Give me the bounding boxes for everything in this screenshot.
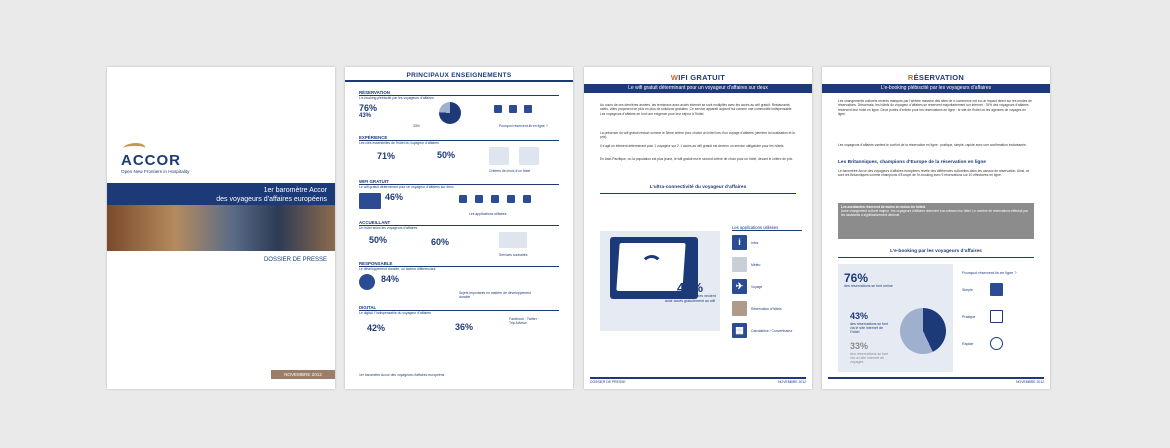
cover-date: NOVEMBRE 2012 (271, 370, 335, 379)
cover-page (107, 67, 335, 389)
accor-logo: ACCOR Open New Frontiers in Hospitality (121, 152, 190, 174)
apps-list: Les applications utilisées i Infos Météo ✈ Voyage Réservation d’hôtels ▦ Calculatrice / Convertisseur (732, 225, 802, 345)
infos-icon (459, 195, 467, 203)
section-accueillant: ACCUEILLANT Un hôtel selon les voyageurs d’affaires 50% 60% Services souhaités (359, 220, 559, 245)
summary-page (345, 67, 573, 389)
hotel-icon (732, 301, 747, 316)
hotel-bed-icon (519, 147, 539, 165)
ebooking-panel: 76% des réservations se font online 43% des réservations se font via le site internet de l’hôtel 33% des réservations se font via un site internet de voyages (838, 264, 953, 372)
page-footer: 1er baromètre Accor des voyageurs d’affaires européens (359, 372, 445, 377)
plane-icon: ✈ (732, 279, 747, 294)
weather-icon (732, 257, 747, 272)
why-online: Pourquoi réservent-ils en ligne ? Simple Pratique Rapide (962, 271, 1038, 357)
page-title: RÉSERVATION (907, 73, 965, 82)
page-title: PRINCIPAUX ENSEIGNEMENTS (406, 72, 512, 79)
note-box: Les assistantes réservent de moins en moins les hôtels Autre changement culturel majeur : les voyageurs d’affaires réservent eux-mêmes leur hôtel. Le nombre de réservations effectué par les assistants a significativement diminué. (838, 203, 1034, 239)
cover-photo (107, 205, 335, 251)
globe-icon (359, 274, 375, 290)
app-item-voyage: ✈ Voyage (732, 279, 802, 294)
hotel-room-icon (489, 147, 509, 165)
section-responsable: RESPONSABLE Le développement durable, un facteur différenciant 84% Sujets importants en matière de développement durable (359, 261, 559, 272)
app-item-meteo: Météo (732, 257, 802, 272)
rapide-icon (524, 105, 532, 113)
booking-pie (900, 308, 946, 354)
section-experience: EXPÉRIENCE Les clés essentielles de l’hôtel du voyageur d’affaires 71% 50% Critères de choix d’un hôtel (359, 135, 559, 161)
section-title: Les Britanniques, champions d’Europe de la réservation en ligne (838, 160, 986, 165)
app-item-reservation: Réservation d’hôtels (732, 301, 802, 316)
laptop-wifi-icon (359, 193, 381, 209)
calculator-icon (523, 195, 531, 203)
calculator-icon: ▦ (732, 323, 747, 338)
phone-icon (990, 283, 1003, 296)
page-title: WIFI GRATUIT (670, 73, 726, 82)
stopwatch-icon (990, 337, 1003, 350)
reservation-icon (507, 195, 515, 203)
page-subtitle: L’e-booking plébiscité par les voyageurs d’affaires (822, 84, 1050, 93)
pratique-icon (509, 105, 517, 113)
cover-title: 1er baromètre Accor des voyageurs d’affaires européens (216, 187, 327, 203)
wifi-page: WIFI GRATUIT Le wifi gratuit déterminant pour un voyageur d’affaires sur deux Au cours de ces dernières années, les terminaux avec accès internet se sont multipliés avec les accès au wifi gratuit. Restaurants, cafés, villes proposent de plus en plus de solutions gratuites. Ce service apparaît aujourd’hui comme une commodité indispensable. Les voyageurs d’affaires en font une exigence pour leur séjour à l’hôtel. La présence du wifi gratuit ressort comme le 3ème critère pour choisir un hôtel lors d’un voyage d’affaires (derrière la localisation et le prix). Il s’agit un élément déterminant pour 1 voyageur sur 2. L’accès au wifi gratuit est devenu un service obligatoire pour les hôtels. En Asie-Pacifique, où la population est plus jeune, le wifi gratuit est le second critère de choix pour un hôtel, devant le critère de prix. L’ultra-connectivité du voyageur d’affaires 46% des voyageurs d’affaires veulent avoir accès gratuitement au wifi Les applications utilisées i Infos Météo ✈ Voyage Réservation d’hôtels ▦ Calculatrice / Convertisseur DOSSIER DE PRESSE NOVEMBRE 2012 (584, 67, 812, 389)
dossier-label: DOSSIER DE PRESSE (263, 257, 327, 263)
section-wifi: WIFI GRATUIT Le wifi gratuit déterminant pour un voyageur d’affaires sur deux 46% Les applications utilisées (359, 179, 559, 190)
wifi-icon (639, 255, 663, 277)
section-reservation: RÉSERVATION L’e-booking plébiscité par les voyageurs d’affaires 76% 43% 33% Pourquoi réservent-ils en ligne ? (359, 90, 559, 120)
mobile-icon (990, 310, 1003, 323)
page-footer: DOSSIER DE PRESSE NOVEMBRE 2012 (590, 380, 806, 384)
wifi-panel: 46% des voyageurs d’affaires veulent avoir accès gratuitement au wifi (600, 231, 720, 331)
section-title-2: L’e-booking par les voyageurs d’affaires (890, 249, 982, 254)
section-digital: DIGITAL Le digital, l’indispensable du voyageur d’affaires 42% 36% Facebook · Twitter · Trip Advisor (359, 305, 559, 333)
info-icon: i (732, 235, 747, 250)
wifi-stat: 46% (676, 280, 704, 295)
voyage-icon (491, 195, 499, 203)
page-footer: NOVEMBRE 2012 (828, 380, 1044, 384)
section-title: L’ultra-connectivité du voyageur d’affaires (649, 185, 747, 190)
reservation-pie (439, 102, 461, 124)
services-icon (499, 232, 527, 248)
simple-icon (494, 105, 502, 113)
app-item-calculator: ▦ Calculatrice / Convertisseur (732, 323, 802, 338)
meteo-icon (475, 195, 483, 203)
app-item-infos: i Infos (732, 235, 802, 250)
reservation-page: RÉSERVATION L’e-booking plébiscité par les voyageurs d’affaires Les changements culturels récents marqués par l’arrivée massive des sites de e-commerce ont eu un impact direct sur les modes de réservations. Désormais, les hôtels du voyageur d’affaires se réservent majoritairement sur internet : 76% des voyageurs d’affaires réservent leur hôtel en ligne. Deux portes d’entrée pour les réservations en ligne : le site de l’hôtel ou les agences de voyages en ligne. Les voyageurs d’affaires vantent le confort de la réservation en ligne : pratique, simple, rapide avec une confirmation instantanée. Les Britanniques, champions d’Europe de la réservation en ligne Le baromètre Accor des voyageurs d’affaires européens révèle des différences culturelles dans les canaux de réservation. Ainsi, ce sont les Britanniques comme champions d’Europe de l’e-booking avec 9 réservations sur 10 effectuées en ligne. Les assistantes réservent de moins en moins les hôtels Autre changement culturel majeur : les voyageurs d’affaires réservent eux-mêmes leur hôtel. Le nombre de réservations effectué par les assistants a significativement diminué. L’e-booking par les voyageurs d’affaires 76% des réservations se font online 43% des réservations se font via le site internet de l’hôtel 33% des réservations se font via un site internet de voyages Pourquoi réservent-ils en ligne ? Simple Pratique Rapide NOVEMBRE 2012 (822, 67, 1050, 389)
page-subtitle: Le wifi gratuit déterminant pour un voyageur d’affaires sur deux (584, 84, 812, 93)
